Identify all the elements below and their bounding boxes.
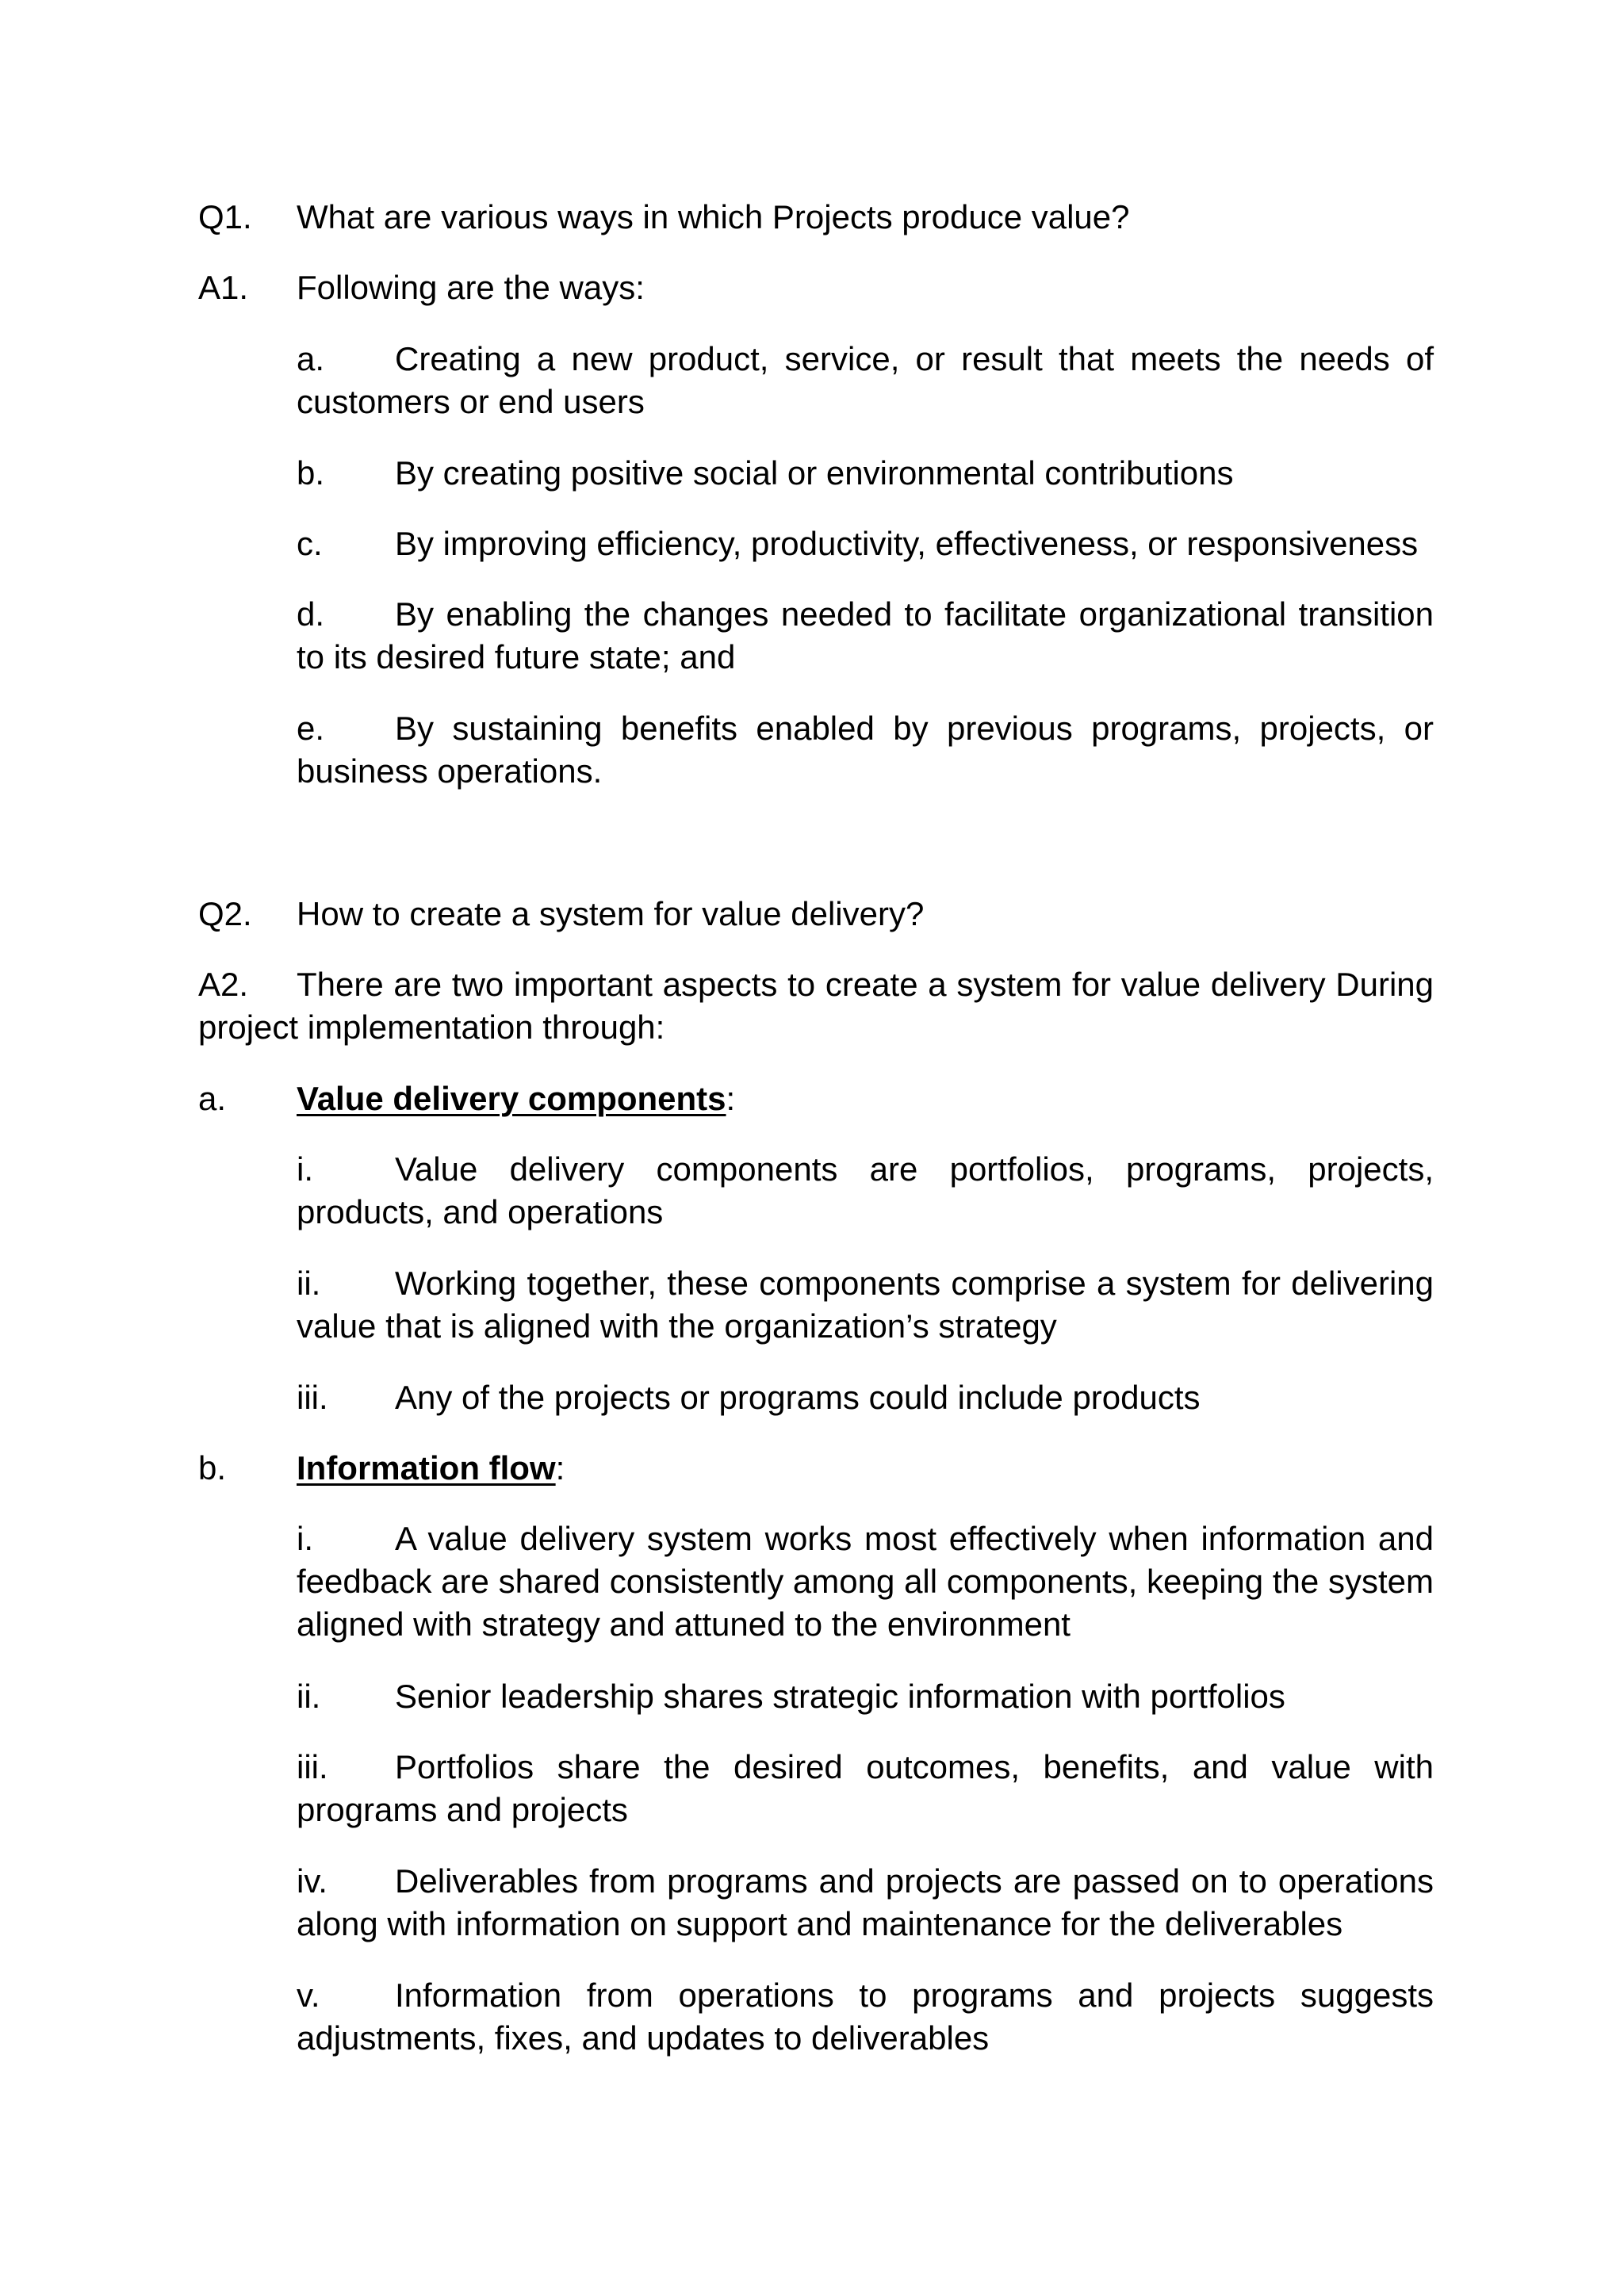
list-item-text: Value delivery components are portfolios, programs, projects, products, and operations	[297, 1150, 1434, 1230]
question-label-q2: Q2.	[198, 895, 252, 932]
section-heading-a	[297, 1077, 735, 1120]
answer-label-a2: A2.	[198, 966, 249, 1003]
list-item-b-v	[297, 1974, 1434, 2060]
list-marker: a.	[297, 340, 325, 377]
list-marker: e.	[297, 710, 325, 747]
list-item-a1-d	[297, 593, 1434, 679]
list-marker: ii.	[297, 1265, 321, 1302]
list-item-a-ii	[297, 1262, 1434, 1348]
section-heading-suffix: :	[726, 1080, 736, 1117]
list-item-a1-a	[297, 338, 1434, 423]
list-marker: i.	[297, 1150, 313, 1188]
list-marker: iii.	[297, 1748, 328, 1785]
question-text-q2: How to create a system for value delivery?	[297, 895, 925, 932]
list-marker: iii.	[297, 1379, 328, 1416]
question-label-q1: Q1.	[198, 198, 252, 235]
answer-a2	[198, 963, 1434, 1049]
list-marker: d.	[297, 595, 325, 633]
section-marker-b: b.	[198, 1449, 227, 1487]
list-item-a1-b	[297, 452, 1434, 495]
list-item-a-i	[297, 1148, 1434, 1234]
list-marker: b.	[297, 454, 325, 492]
list-item-b-ii	[297, 1675, 1434, 1718]
list-item-text: By improving efficiency, productivity, effectiveness, or responsiveness	[395, 525, 1419, 562]
list-item-text: By enabling the changes needed to facilitate organizational transition to its desired future state; and	[297, 595, 1434, 675]
list-item-text: By sustaining benefits enabled by previous programs, projects, or business operations.	[297, 710, 1434, 790]
section-heading-b	[297, 1447, 565, 1490]
list-item-a1-c	[297, 522, 1434, 565]
list-item-a1-e	[297, 707, 1434, 793]
answer-text-a2: There are two important aspects to create a system for value delivery During project implementation through:	[198, 966, 1434, 1046]
list-item-text: Portfolios share the desired outcomes, benefits, and value with programs and projects	[297, 1748, 1434, 1828]
list-item-a-iii	[297, 1376, 1434, 1419]
list-item-text: Creating a new product, service, or result that meets the needs of customers or end users	[297, 340, 1434, 420]
section-marker-a: a.	[198, 1080, 227, 1117]
list-item-b-iii	[297, 1746, 1434, 1831]
list-marker: c.	[297, 525, 323, 562]
list-item-b-i	[297, 1517, 1434, 1646]
list-marker: v.	[297, 1976, 320, 2014]
list-marker: iv.	[297, 1862, 327, 1900]
section-heading-text: Information flow	[297, 1449, 556, 1487]
list-item-text: Working together, these components comprise a system for delivering value that is aligned with the organization’s strategy	[297, 1265, 1434, 1345]
list-item-text: Any of the projects or programs could include products	[395, 1379, 1201, 1416]
answer-label-a1: A1.	[198, 269, 249, 306]
list-marker: i.	[297, 1520, 313, 1557]
list-item-text: Information from operations to programs and projects suggests adjustments, fixes, and updates to deliverables	[297, 1976, 1434, 2057]
list-item-text: By creating positive social or environmental contributions	[395, 454, 1234, 492]
list-item-text: Deliverables from programs and projects are passed on to operations along with information on support and maintenance for the deliverables	[297, 1862, 1434, 1942]
list-item-b-iv	[297, 1860, 1434, 1946]
question-text-q1: What are various ways in which Projects produce value?	[297, 198, 1130, 235]
list-item-text: Senior leadership shares strategic information with portfolios	[395, 1678, 1285, 1715]
list-item-text: A value delivery system works most effectively when information and feedback are shared consistently among all components, keeping the system aligned with strategy and attuned to the environment	[297, 1520, 1434, 1643]
section-heading-suffix: :	[555, 1449, 565, 1487]
list-marker: ii.	[297, 1678, 321, 1715]
section-heading-text: Value delivery components	[297, 1080, 726, 1117]
answer-text-a1: Following are the ways:	[297, 269, 645, 306]
